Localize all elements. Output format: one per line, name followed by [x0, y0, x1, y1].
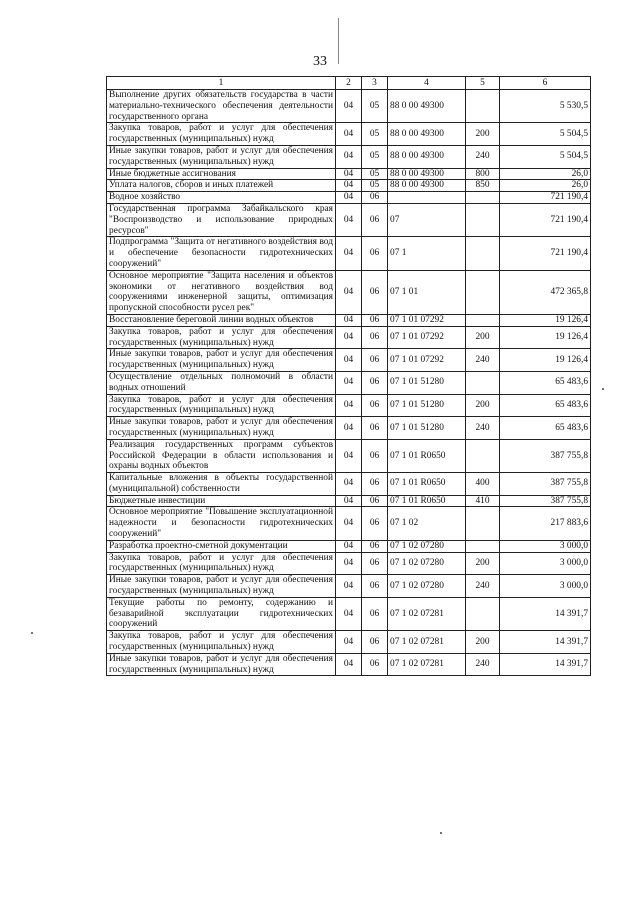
cell-csr: 07 1 01 R0650 — [388, 495, 466, 507]
table-row — [107, 495, 591, 507]
header-name: 1 — [107, 77, 336, 90]
cell-amount: 65 483,6 — [500, 371, 591, 394]
table-row — [107, 394, 591, 417]
cell-name: Иные бюджетные ассигнования — [107, 168, 336, 180]
cell-pr: 06 — [362, 237, 388, 270]
cell-pr: 06 — [362, 326, 388, 349]
cell-amount: 3 000,0 — [500, 540, 591, 552]
scan-speck — [440, 832, 442, 834]
table-row — [107, 326, 591, 349]
cell-pr: 05 — [362, 123, 388, 146]
cell-amount: 721 190,4 — [500, 237, 591, 270]
table-row — [107, 473, 591, 496]
table-row — [107, 314, 591, 326]
cell-amount: 387 755,8 — [500, 473, 591, 496]
cell-csr: 07 1 — [388, 237, 466, 270]
cell-csr: 07 1 01 51280 — [388, 371, 466, 394]
cell-vr — [466, 203, 500, 236]
cell-amount: 217 883,6 — [500, 507, 591, 540]
table-row — [107, 552, 591, 575]
cell-rz: 04 — [336, 507, 362, 540]
cell-vr: 240 — [466, 653, 500, 676]
cell-name: Иные закупки товаров, работ и услуг для обеспечения государственных (муниципальных) нужд — [107, 575, 336, 598]
cell-amount: 387 755,8 — [500, 439, 591, 472]
cell-pr: 05 — [362, 180, 388, 192]
scan-speck — [31, 632, 33, 634]
cell-amount: 721 190,4 — [500, 192, 591, 204]
table-row — [107, 417, 591, 440]
cell-amount: 26,0 — [500, 168, 591, 180]
cell-name: Уплата налогов, сборов и иных платежей — [107, 180, 336, 192]
cell-csr: 07 1 02 07280 — [388, 552, 466, 575]
cell-rz: 04 — [336, 180, 362, 192]
table-row — [107, 145, 591, 168]
cell-rz: 04 — [336, 314, 362, 326]
cell-pr: 06 — [362, 575, 388, 598]
cell-rz: 04 — [336, 123, 362, 146]
cell-vr — [466, 270, 500, 314]
cell-pr: 06 — [362, 495, 388, 507]
cell-name: Иные закупки товаров, работ и услуг для обеспечения государственных (муниципальных) нужд — [107, 653, 336, 676]
table-header-row — [107, 77, 591, 90]
cell-name: Основное мероприятие "Защита населения и объектов экономики от негативного воздействия вод сооружениями инженерной защиты, оптимизация пропускной способности русел рек" — [107, 270, 336, 314]
cell-name: Бюджетные инвестиции — [107, 495, 336, 507]
cell-csr: 07 1 01 R0650 — [388, 439, 466, 472]
cell-name: Разработка проектно-сметной документации — [107, 540, 336, 552]
cell-rz: 04 — [336, 326, 362, 349]
cell-vr — [466, 371, 500, 394]
cell-vr — [466, 314, 500, 326]
cell-csr: 07 — [388, 203, 466, 236]
header-pr: 3 — [362, 77, 388, 90]
cell-vr: 240 — [466, 575, 500, 598]
cell-csr: 07 1 02 07280 — [388, 575, 466, 598]
cell-pr: 06 — [362, 653, 388, 676]
cell-amount: 19 126,4 — [500, 314, 591, 326]
table-row — [107, 349, 591, 372]
cell-name: Капитальные вложения в объекты государственной (муниципальной) собственности — [107, 473, 336, 496]
table-row — [107, 180, 591, 192]
cell-rz: 04 — [336, 145, 362, 168]
cell-csr: 88 0 00 49300 — [388, 90, 466, 123]
cell-pr: 06 — [362, 371, 388, 394]
cell-name: Водное хозяйство — [107, 192, 336, 204]
cell-pr: 05 — [362, 90, 388, 123]
cell-rz: 04 — [336, 495, 362, 507]
cell-pr: 05 — [362, 168, 388, 180]
cell-rz: 04 — [336, 270, 362, 314]
cell-rz: 04 — [336, 653, 362, 676]
cell-vr: 800 — [466, 168, 500, 180]
table-row — [107, 123, 591, 146]
cell-rz: 04 — [336, 394, 362, 417]
cell-amount: 14 391,7 — [500, 631, 591, 654]
cell-vr: 200 — [466, 123, 500, 146]
cell-pr: 06 — [362, 473, 388, 496]
table-row — [107, 653, 591, 676]
cell-rz: 04 — [336, 552, 362, 575]
cell-rz: 04 — [336, 473, 362, 496]
cell-pr: 06 — [362, 203, 388, 236]
cell-vr: 200 — [466, 552, 500, 575]
cell-pr: 06 — [362, 439, 388, 472]
cell-name: Текущие работы по ремонту, содержанию и безаварийной эксплуатации гидротехнических сооружений — [107, 597, 336, 630]
cell-vr: 200 — [466, 394, 500, 417]
cell-csr: 07 1 02 07280 — [388, 540, 466, 552]
cell-amount: 472 365,8 — [500, 270, 591, 314]
table-row — [107, 597, 591, 630]
cell-vr: 850 — [466, 180, 500, 192]
cell-csr: 07 1 02 07281 — [388, 653, 466, 676]
table-row — [107, 540, 591, 552]
cell-csr: 88 0 00 49300 — [388, 145, 466, 168]
cell-name: Выполнение других обязательств государства в части материально-технического обеспечения деятельности государственного органа — [107, 90, 336, 123]
cell-csr: 07 1 02 07281 — [388, 597, 466, 630]
cell-name: Основное мероприятие "Повышение эксплуатационной надежности и безопасности гидротехнических сооружений" — [107, 507, 336, 540]
header-csr: 4 — [388, 77, 466, 90]
cell-vr — [466, 540, 500, 552]
cell-name: Подпрограмма "Защита от негативного воздействия вод и обеспечение безопасности гидротехнических сооружений" — [107, 237, 336, 270]
table-row — [107, 168, 591, 180]
cell-pr: 06 — [362, 192, 388, 204]
cell-pr: 06 — [362, 417, 388, 440]
header-vr: 5 — [466, 77, 500, 90]
cell-vr: 410 — [466, 495, 500, 507]
cell-pr: 05 — [362, 145, 388, 168]
cell-csr: 07 1 02 — [388, 507, 466, 540]
cell-rz: 04 — [336, 168, 362, 180]
cell-name: Иные закупки товаров, работ и услуг для обеспечения государственных (муниципальных) нужд — [107, 349, 336, 372]
cell-pr: 06 — [362, 552, 388, 575]
cell-amount: 14 391,7 — [500, 653, 591, 676]
scan-speck — [602, 388, 604, 390]
cell-amount: 65 483,6 — [500, 394, 591, 417]
cell-rz: 04 — [336, 540, 362, 552]
cell-rz: 04 — [336, 203, 362, 236]
cell-pr: 06 — [362, 349, 388, 372]
cell-vr — [466, 507, 500, 540]
cell-csr: 07 1 01 07292 — [388, 326, 466, 349]
cell-pr: 06 — [362, 507, 388, 540]
table-row — [107, 371, 591, 394]
cell-csr: 07 1 01 51280 — [388, 394, 466, 417]
cell-name: Закупка товаров, работ и услуг для обеспечения государственных (муниципальных) нужд — [107, 552, 336, 575]
cell-vr — [466, 439, 500, 472]
cell-pr: 06 — [362, 540, 388, 552]
cell-rz: 04 — [336, 349, 362, 372]
cell-name: Осуществление отдельных полномочий в области водных отношений — [107, 371, 336, 394]
cell-name: Иные закупки товаров, работ и услуг для обеспечения государственных (муниципальных) нужд — [107, 417, 336, 440]
cell-pr: 06 — [362, 631, 388, 654]
cell-rz: 04 — [336, 371, 362, 394]
cell-csr: 07 1 01 07292 — [388, 314, 466, 326]
cell-name: Закупка товаров, работ и услуг для обеспечения государственных (муниципальных) нужд — [107, 394, 336, 417]
cell-amount: 387 755,8 — [500, 495, 591, 507]
cell-rz: 04 — [336, 192, 362, 204]
cell-vr: 200 — [466, 631, 500, 654]
cell-name: Государственная программа Забайкальского края "Воспроизводство и использование природных ресурсов" — [107, 203, 336, 236]
cell-amount: 721 190,4 — [500, 203, 591, 236]
header-rz: 2 — [336, 77, 362, 90]
cell-name: Иные закупки товаров, работ и услуг для обеспечения государственных (муниципальных) нужд — [107, 145, 336, 168]
cell-vr — [466, 237, 500, 270]
cell-pr: 06 — [362, 597, 388, 630]
cell-csr: 07 1 01 — [388, 270, 466, 314]
cell-rz: 04 — [336, 90, 362, 123]
table-body — [107, 90, 591, 676]
budget-table — [106, 76, 591, 676]
cell-pr: 06 — [362, 270, 388, 314]
table-row — [107, 631, 591, 654]
cell-amount: 19 126,4 — [500, 326, 591, 349]
cell-name: Закупка товаров, работ и услуг для обеспечения государственных (муниципальных) нужд — [107, 123, 336, 146]
cell-amount: 5 504,5 — [500, 145, 591, 168]
table-row — [107, 90, 591, 123]
cell-vr: 400 — [466, 473, 500, 496]
table-row — [107, 575, 591, 598]
table-row — [107, 203, 591, 236]
cell-rz: 04 — [336, 597, 362, 630]
cell-vr: 240 — [466, 349, 500, 372]
cell-rz: 04 — [336, 237, 362, 270]
table-row — [107, 192, 591, 204]
cell-name: Закупка товаров, работ и услуг для обеспечения государственных (муниципальных) нужд — [107, 326, 336, 349]
cell-vr — [466, 597, 500, 630]
table-row — [107, 270, 591, 314]
cell-amount: 65 483,6 — [500, 417, 591, 440]
cell-csr: 88 0 00 49300 — [388, 168, 466, 180]
cell-rz: 04 — [336, 439, 362, 472]
cell-amount: 3 000,0 — [500, 575, 591, 598]
table-row — [107, 439, 591, 472]
header-amount: 6 — [500, 77, 591, 90]
cell-vr — [466, 192, 500, 204]
cell-csr — [388, 192, 466, 204]
cell-rz: 04 — [336, 575, 362, 598]
cell-name: Реализация государственных программ субъектов Российской Федерации в области использования и охраны водных объектов — [107, 439, 336, 472]
cell-amount: 3 000,0 — [500, 552, 591, 575]
cell-amount: 19 126,4 — [500, 349, 591, 372]
cell-rz: 04 — [336, 631, 362, 654]
cell-name: Восстановление береговой линии водных объектов — [107, 314, 336, 326]
cell-csr: 07 1 02 07281 — [388, 631, 466, 654]
cell-csr: 07 1 01 R0650 — [388, 473, 466, 496]
cell-amount: 5 504,5 — [500, 123, 591, 146]
cell-csr: 07 1 01 07292 — [388, 349, 466, 372]
cell-csr: 07 1 01 51280 — [388, 417, 466, 440]
table-row — [107, 507, 591, 540]
cell-pr: 06 — [362, 314, 388, 326]
table-row — [107, 237, 591, 270]
cell-vr: 200 — [466, 326, 500, 349]
cell-amount: 14 391,7 — [500, 597, 591, 630]
cell-vr: 240 — [466, 145, 500, 168]
cell-csr: 88 0 00 49300 — [388, 123, 466, 146]
cell-pr: 06 — [362, 394, 388, 417]
cell-vr: 240 — [466, 417, 500, 440]
cell-amount: 26,0 — [500, 180, 591, 192]
cell-vr — [466, 90, 500, 123]
cell-amount: 5 530,5 — [500, 90, 591, 123]
page-number: 33 — [313, 54, 327, 69]
cell-rz: 04 — [336, 417, 362, 440]
cell-name: Закупка товаров, работ и услуг для обеспечения государственных (муниципальных) нужд — [107, 631, 336, 654]
cell-csr: 88 0 00 49300 — [388, 180, 466, 192]
